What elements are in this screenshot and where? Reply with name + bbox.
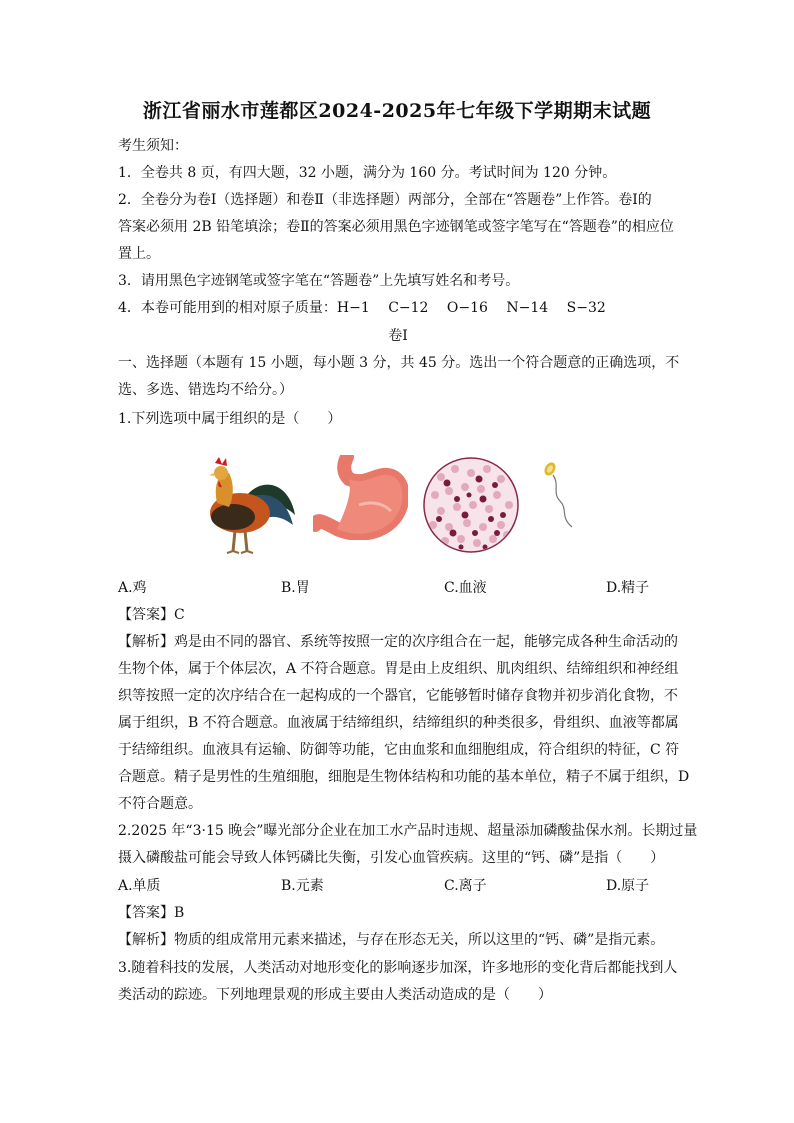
notice-item-2: 2．全卷分为卷Ⅰ（选择题）和卷Ⅱ（非选择题）两部分，全部在“答题卷”上作答。卷Ⅰ的 <box>118 192 652 208</box>
q1-analysis-line-6: 合题意。精子是男性的生殖细胞，细胞是生物体结构和功能的基本单位，精子不属于组织，D <box>118 769 690 785</box>
section-heading-cont: 选、多选、错选均不给分。） <box>118 382 293 398</box>
q1-analysis-line-3: 织等按照一定的次序结合在一起构成的一个器官，它能够暂时储存食物并初步消化食物，不 <box>118 688 678 704</box>
q1-analysis-line-4: 属于组织，B 不符合题意。血液属于结缔组织，结缔组织的种类很多，骨组织、血液等都属 <box>118 715 679 731</box>
q1-option-a: A.鸡 <box>118 580 147 596</box>
rooster-image <box>195 455 300 560</box>
sperm-image <box>538 455 588 535</box>
stomach-image <box>313 455 408 540</box>
q1-analysis-line-5: 于结缔组织。血液具有运输、防御等功能，它由血浆和血细胞组成，符合组织的特征，C 符 <box>118 742 680 758</box>
q1-analysis-line-7: 不符合题意。 <box>118 796 202 812</box>
question-2-stem-line-1: 2.2025 年“3·15 晚会”曝光部分企业在加工水产品时违规、超量添加磷酸盐保水剂。长期过量 <box>118 823 698 839</box>
q1-option-b: B.胃 <box>281 580 310 596</box>
q2-answer: 【答案】B <box>118 905 185 921</box>
notice-item-2-end: 置上。 <box>118 246 160 262</box>
q2-option-d: D.原子 <box>606 878 650 894</box>
notice-item-4: 4．本卷可能用到的相对原子质量：H−1 C−12 O−16 N−14 S−32 <box>118 300 606 316</box>
q1-analysis-line-2: 生物个体，属于个体层次，A 不符合题意。胃是由上皮组织、肌肉组织、结缔组织和神经组 <box>118 661 679 677</box>
question-3-stem-line-1: 3.随着科技的发展，人类活动对地形变化的影响逐步加深，许多地形的变化背后都能找到人 <box>118 960 678 976</box>
blood-image <box>421 455 521 555</box>
q2-option-a: A.单质 <box>118 878 161 894</box>
q2-option-b: B.元素 <box>281 878 324 894</box>
question-1-stem: 1.下列选项中属于组织的是（ ） <box>118 411 342 427</box>
question-1-figures <box>195 455 595 565</box>
q2-analysis: 【解析】物质的组成常用元素来描述，与存在形态无关，所以这里的“钙、磷”是指元素。 <box>118 932 665 948</box>
q1-option-d: D.精子 <box>606 580 650 596</box>
notice-item-1: 1．全卷共 8 页，有四大题，32 小题，满分为 160 分。考试时间为 120 分钟。 <box>118 165 617 181</box>
q2-option-c: C.离子 <box>444 878 487 894</box>
q1-analysis-line-1: 【解析】鸡是由不同的器官、系统等按照一定的次序组合在一起，能够完成各种生命活动的 <box>118 634 678 650</box>
section-heading: 一、选择题（本题有 15 小题，每小题 3 分，共 45 分。选出一个符合题意的正确选项，不 <box>118 355 680 371</box>
volume-label: 卷Ⅰ <box>388 328 408 344</box>
q1-option-c: C.血液 <box>444 580 487 596</box>
q1-answer: 【答案】C <box>118 607 185 623</box>
question-3-stem-line-2: 类活动的踪迹。下列地理景观的形成主要由人类活动造成的是（ ） <box>118 987 552 1003</box>
notice-item-2-cont: 答案必须用 2B 铅笔填涂；卷Ⅱ的答案必须用黑色字迹钢笔或签字笔写在“答题卷”的相应位 <box>118 219 674 235</box>
page-title: 浙江省丽水市莲都区2024-2025年七年级下学期期末试题 <box>142 100 652 122</box>
notice-heading: 考生须知： <box>118 138 188 154</box>
notice-item-3: 3．请用黑色字迹钢笔或签字笔在“答题卷”上先填写姓名和考号。 <box>118 273 520 289</box>
question-2-stem-line-2: 摄入磷酸盐可能会导致人体钙磷比失衡，引发心血管疾病。这里的“钙、磷”是指（ ） <box>118 850 665 866</box>
